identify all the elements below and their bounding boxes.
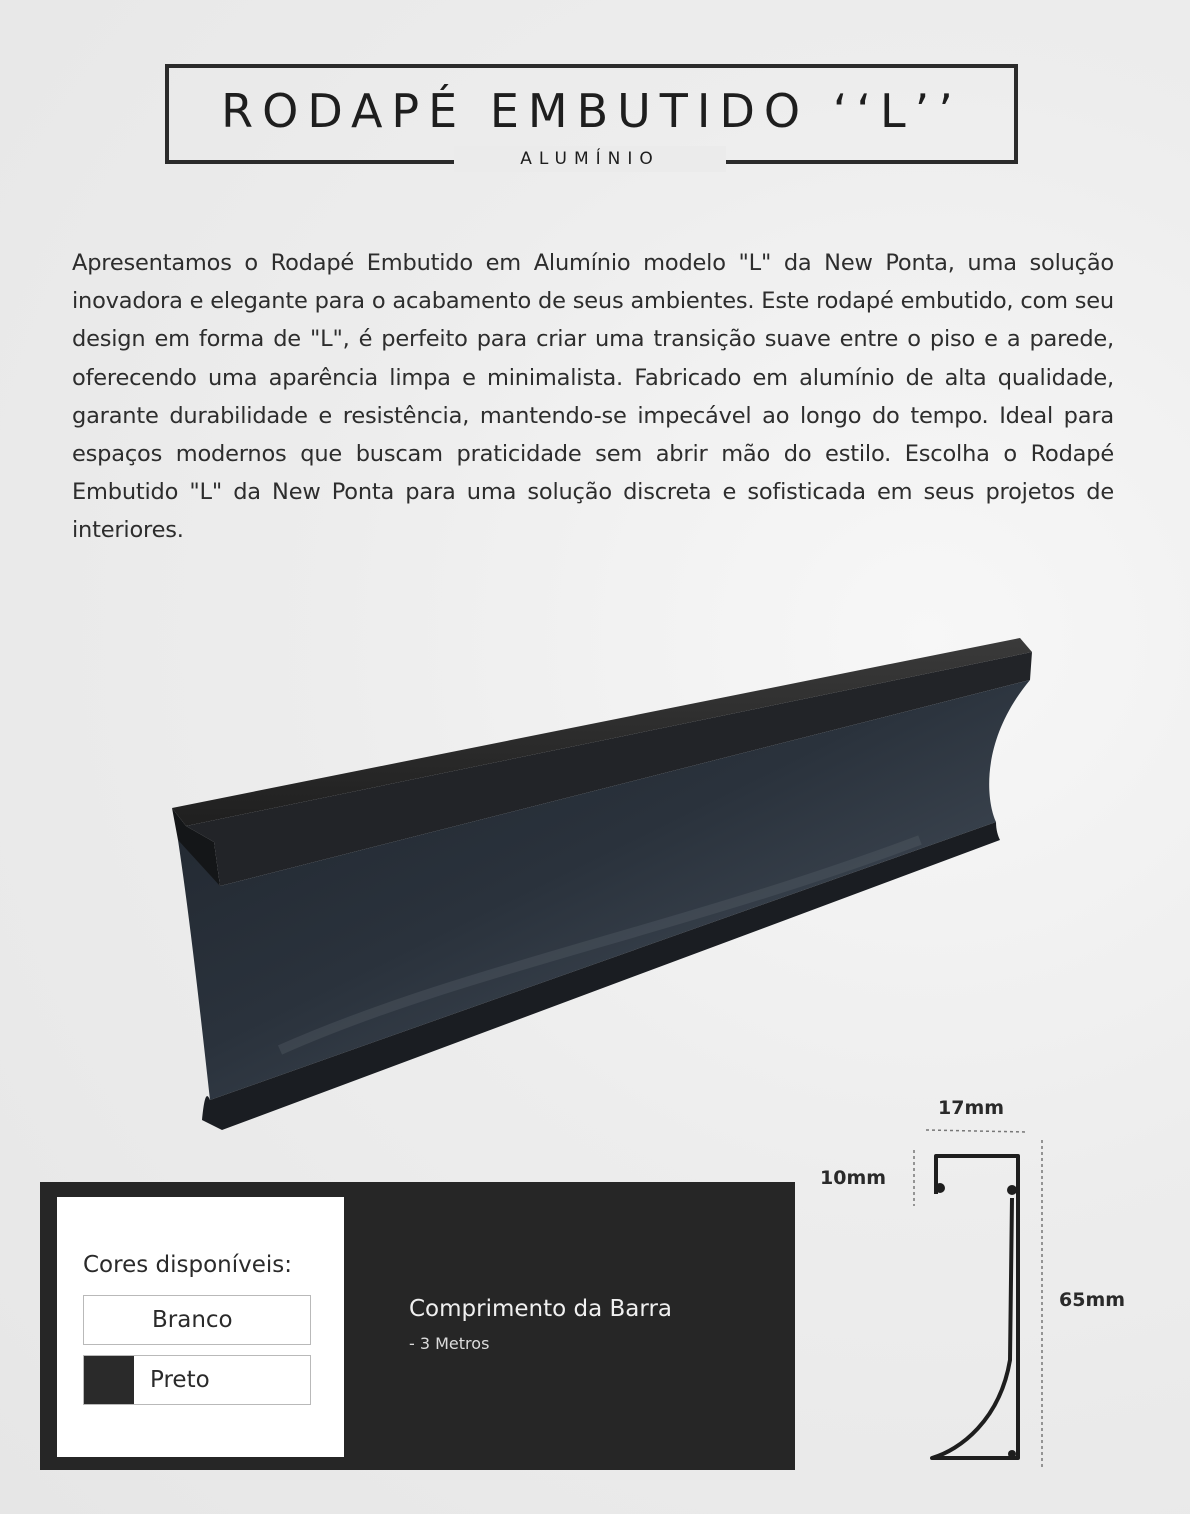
dimension-lip: 10mm (820, 1167, 887, 1189)
dimension-height: 65mm (1059, 1289, 1126, 1311)
color-option-branco (83, 1295, 311, 1345)
dimension-width: 17mm (938, 1097, 1005, 1119)
page-subtitle: ALUMÍNIO (454, 146, 726, 172)
product-image (160, 630, 1040, 1140)
color-option-label: Branco (152, 1307, 233, 1333)
product-description: Apresentamos o Rodapé Embutido em Alumínio modelo "L" da New Ponta, uma solução inovadora e elegante para o acabamento de seus ambientes. Este rodapé embutido, com seu design em forma de "L", é perfeito para criar uma transição suave entre o piso e a parede, oferecendo uma aparência limpa e minimalista. Fabricado em alumínio de alta qualidade, garante durabilidade e resistência, mantendo-se impecável ao longo do tempo. Ideal para espaços modernos que buscam praticidade sem abrir mão do estilo. Escolha o Rodapé Embutido "L" da New Ponta para uma solução discreta e sofisticada em seus projetos de interiores. (72, 250, 1114, 544)
bar-length-title: Comprimento da Barra (409, 1296, 672, 1322)
bar-length-value: - 3 Metros (409, 1334, 490, 1353)
color-option-label: Preto (150, 1367, 210, 1393)
color-option-preto (83, 1355, 311, 1405)
page-title: RODAPÉ EMBUTIDO ‘‘L’’ (221, 84, 962, 138)
colors-label: Cores disponíveis: (83, 1252, 293, 1278)
profile-diagram (900, 1120, 1060, 1480)
color-swatch-preto (84, 1356, 134, 1404)
